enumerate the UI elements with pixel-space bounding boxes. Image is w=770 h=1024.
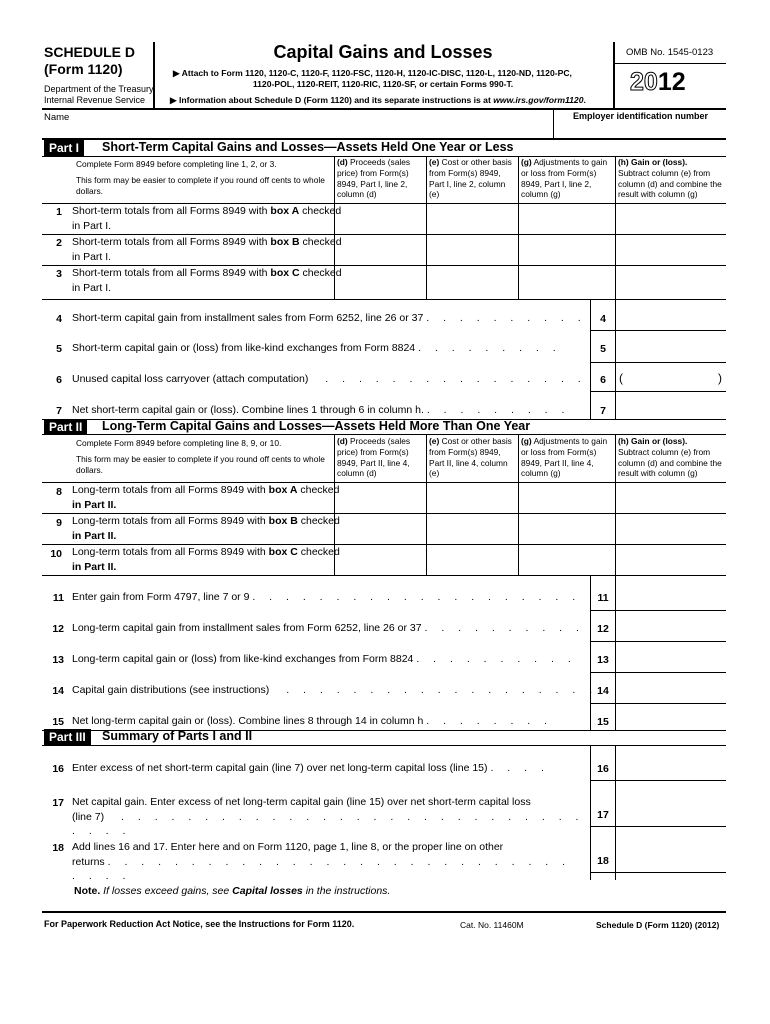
line-3-col-h[interactable] bbox=[618, 280, 726, 298]
line-14-num: 14 bbox=[52, 685, 64, 697]
part3-title: Summary of Parts I and II bbox=[102, 729, 253, 743]
line-8-col-e[interactable] bbox=[429, 494, 519, 512]
line-8-text: Long-term totals from all Forms 8949 with box A checked in Part II. bbox=[72, 484, 340, 511]
line-8-col-d[interactable] bbox=[337, 494, 427, 512]
line-13-box: 13 bbox=[597, 654, 609, 666]
line-4-num: 4 bbox=[56, 313, 62, 325]
line-13-num: 13 bbox=[52, 654, 64, 666]
line-2-col-d[interactable] bbox=[337, 247, 427, 265]
line-3-text: Short-term totals from all Forms 8949 with box C checked in Part I. bbox=[72, 267, 342, 294]
line-6-box: 6 bbox=[600, 374, 606, 386]
line-1-text: Short-term totals from all Forms 8949 with box A checked in Part I. bbox=[72, 205, 342, 232]
schedule-label: SCHEDULE D bbox=[44, 44, 136, 60]
line-17-num: 17 bbox=[52, 797, 64, 809]
footer-paperwork-notice: For Paperwork Reduction Act Notice, see the Instructions for Form 1120. bbox=[44, 919, 355, 929]
line-11-num: 11 bbox=[52, 592, 64, 604]
line-3-col-g[interactable] bbox=[521, 280, 617, 298]
line-9-col-h[interactable] bbox=[618, 525, 726, 543]
line-18-amount[interactable] bbox=[618, 852, 726, 870]
line-5-amount[interactable] bbox=[618, 341, 726, 359]
line-7-text: Net short-term capital gain or (loss). Combine lines 1 through 6 in column h. . . . . . . . . . bbox=[72, 404, 570, 416]
line-16-amount[interactable] bbox=[618, 761, 726, 779]
line-14-amount[interactable] bbox=[618, 683, 726, 701]
line-4-box: 4 bbox=[600, 313, 606, 325]
line-3-num: 3 bbox=[56, 268, 62, 280]
line-6-open-paren: ( bbox=[619, 371, 623, 385]
line-10-col-e[interactable] bbox=[429, 556, 519, 574]
part2-col-g-header: (g) Adjustments to gain or loss from Form(s) 8949, Part II, line 4, column (g) bbox=[521, 436, 608, 479]
line-7-box: 7 bbox=[600, 405, 606, 417]
part3-badge: Part III bbox=[44, 729, 91, 745]
line-11-amount[interactable] bbox=[618, 590, 726, 608]
line-18-num: 18 bbox=[52, 842, 64, 854]
attach-instructions-2: 1120-POL, 1120-REIT, 1120-RIC, 1120-SF, or certain Forms 990-T. bbox=[252, 79, 514, 89]
form-label: (Form 1120) bbox=[44, 61, 123, 77]
line-16-num: 16 bbox=[52, 763, 64, 775]
line-1-col-e[interactable] bbox=[429, 216, 519, 234]
info-prefix: ▶ Information about Schedule D (Form 1120) and its separate instructions is at bbox=[170, 95, 494, 105]
line-1-col-h[interactable] bbox=[618, 216, 726, 234]
omb-number: OMB No. 1545-0123 bbox=[626, 47, 714, 58]
losses-note: Note. If losses exceed gains, see Capital losses in the instructions. bbox=[74, 885, 391, 897]
form-title: Capital Gains and Losses bbox=[273, 42, 493, 62]
ein-label: Employer identification number bbox=[573, 111, 709, 121]
line-12-amount[interactable] bbox=[618, 621, 726, 639]
line-2-col-h[interactable] bbox=[618, 247, 726, 265]
part1-col-e-header: (e) Cost or other basis from Form(s) 8949, Part I, line 2, column (e) bbox=[429, 157, 512, 200]
line-2-text: Short-term totals from all Forms 8949 with box B checked in Part I. bbox=[72, 236, 342, 263]
line-2-col-g[interactable] bbox=[521, 247, 617, 265]
line-11-text: Enter gain from Form 4797, line 7 or 9 . . . . . . . . . . . . . . . . . . . . bbox=[72, 591, 581, 603]
line-10-col-d[interactable] bbox=[337, 556, 427, 574]
line-17-box: 17 bbox=[597, 809, 609, 821]
line-12-text: Long-term capital gain from installment sales from Form 6252, line 26 or 37 . . . . . . . . . . bbox=[72, 622, 585, 634]
footer-form-id: Schedule D (Form 1120) (2012) bbox=[596, 920, 720, 930]
part1-instr1: Complete Form 8949 before completing line 1, 2, or 3. bbox=[76, 159, 277, 169]
tax-year-bold: 12 bbox=[657, 68, 686, 96]
line-16-box: 16 bbox=[597, 763, 609, 775]
line-10-text: Long-term totals from all Forms 8949 with box C checked in Part II. bbox=[72, 546, 340, 573]
line-2-col-e[interactable] bbox=[429, 247, 519, 265]
line-6-amount[interactable] bbox=[628, 372, 720, 390]
line-9-num: 9 bbox=[56, 517, 62, 529]
part1-badge: Part I bbox=[44, 140, 84, 156]
line-3-col-e[interactable] bbox=[429, 280, 519, 298]
line-7-num: 7 bbox=[56, 405, 62, 417]
line-11-box: 11 bbox=[597, 592, 609, 604]
tax-year-outline: 20 bbox=[630, 68, 658, 96]
attach-instructions-1: ▶ Attach to Form 1120, 1120-C, 1120-F, 1120-FSC, 1120-H, 1120-IC-DISC, 1120-L, 1120-ND, 1120-PC, bbox=[173, 68, 572, 78]
info-line bbox=[170, 95, 586, 106]
part2-badge: Part II bbox=[44, 419, 87, 435]
part1-col-g-header: (g) Adjustments to gain or loss from Form(s) 8949, Part I, line 2, column (g) bbox=[521, 157, 608, 200]
line-10-col-h[interactable] bbox=[618, 556, 726, 574]
part1-col-h-header: (h) Gain or (loss). Subtract column (e) from column (d) and combine the result with column (g) bbox=[618, 157, 722, 200]
line-17-amount[interactable] bbox=[618, 806, 726, 824]
part2-col-e-header: (e) Cost or other basis from Form(s) 8949, Part II, line 4, column (e) bbox=[429, 436, 512, 479]
line-14-text: Capital gain distributions (see instructions) . . . . . . . . . . . . . . . . . . . bbox=[72, 684, 598, 696]
line-5-text: Short-term capital gain or (loss) from like-kind exchanges from Form 8824 . . . . . . . . . bbox=[72, 342, 562, 354]
part2-instr1: Complete Form 8949 before completing line 8, 9, or 10. bbox=[76, 438, 282, 448]
tax-year bbox=[630, 68, 686, 97]
line-15-text: Net long-term capital gain or (loss). Combine lines 8 through 14 in column h . . . . . . . . bbox=[72, 715, 553, 727]
line-13-amount[interactable] bbox=[618, 652, 726, 670]
part1-instr2: This form may be easier to complete if you round off cents to whole dollars. bbox=[76, 175, 325, 196]
line-18-box: 18 bbox=[597, 855, 609, 867]
line-9-text: Long-term totals from all Forms 8949 with box B checked in Part II. bbox=[72, 515, 340, 542]
line-2-num: 2 bbox=[56, 237, 62, 249]
line-8-col-g[interactable] bbox=[521, 494, 617, 512]
line-6-num: 6 bbox=[56, 374, 62, 386]
line-5-box: 5 bbox=[600, 343, 606, 355]
part2-instr2: This form may be easier to complete if you round off cents to whole dollars. bbox=[76, 454, 325, 475]
name-label: Name bbox=[44, 112, 70, 123]
line-15-box: 15 bbox=[597, 716, 609, 728]
part2-col-h-header: (h) Gain or (loss). Subtract column (e) from column (d) and combine the result with column (g) bbox=[618, 436, 722, 479]
line-9-col-e[interactable] bbox=[429, 525, 519, 543]
info-suffix: . bbox=[583, 95, 586, 105]
line-9-col-d[interactable] bbox=[337, 525, 427, 543]
line-15-amount[interactable] bbox=[618, 712, 726, 730]
info-url[interactable]: www.irs.gov/form1120 bbox=[493, 95, 584, 105]
line-15-num: 15 bbox=[52, 716, 64, 728]
dept-line1: Department of the Treasury bbox=[44, 84, 154, 94]
line-4-text: Short-term capital gain from installment sales from Form 6252, line 26 or 37 . . . . . . . . . . bbox=[72, 312, 587, 324]
part2-col-d-header: (d) Proceeds (sales price) from Form(s) 8949, Part II, line 4, column (d) bbox=[337, 436, 411, 479]
ein-field[interactable] bbox=[560, 123, 724, 139]
line-17-text: Net capital gain. Enter excess of net long-term capital gain (line 15) over net short-term capital loss (line 7) . . . . . . . . . . . . . . . . . . . . . . . . . . . . . . . . bbox=[72, 796, 584, 837]
line-8-num: 8 bbox=[56, 486, 62, 498]
line-10-num: 10 bbox=[50, 548, 62, 560]
line-9-col-g[interactable] bbox=[521, 525, 617, 543]
line-1-col-g[interactable] bbox=[521, 216, 617, 234]
line-4-amount[interactable] bbox=[618, 311, 726, 329]
line-10-col-g[interactable] bbox=[521, 556, 617, 574]
line-13-text: Long-term capital gain or (loss) from like-kind exchanges from Form 8824 . . . . . . . . . . bbox=[72, 653, 577, 665]
line-5-num: 5 bbox=[56, 343, 62, 355]
line-8-col-h[interactable] bbox=[618, 494, 726, 512]
part1-title: Short-Term Capital Gains and Losses—Assets Held One Year or Less bbox=[102, 140, 514, 154]
footer-cat-no: Cat. No. 11460M bbox=[460, 920, 524, 930]
line-12-box: 12 bbox=[597, 623, 609, 635]
line-14-box: 14 bbox=[597, 685, 609, 697]
line-12-num: 12 bbox=[52, 623, 64, 635]
line-6-text: Unused capital loss carryover (attach computation) . . . . . . . . . . . . . . . . bbox=[72, 373, 587, 385]
line-16-text: Enter excess of net short-term capital gain (line 7) over net long-term capital loss (line 15) . . . . bbox=[72, 762, 550, 774]
part2-title: Long-Term Capital Gains and Losses—Assets Held More Than One Year bbox=[102, 419, 531, 433]
name-field[interactable] bbox=[80, 118, 544, 136]
line-6-close-paren: ) bbox=[718, 371, 722, 385]
part1-col-d-header: (d) Proceeds (sales price) from Form(s) 8949, Part I, line 2, column (d) bbox=[337, 157, 411, 200]
line-18-text: Add lines 16 and 17. Enter here and on Form 1120, page 1, line 8, or the proper line on other returns . . . . . . . . . . . . . . . . . . . . . . . . . . . . . . . . bbox=[72, 841, 571, 882]
line-7-amount[interactable] bbox=[618, 401, 726, 419]
line-3-col-d[interactable] bbox=[337, 280, 427, 298]
line-1-num: 1 bbox=[56, 206, 62, 218]
line-1-col-d[interactable] bbox=[337, 216, 427, 234]
dept-line2: Internal Revenue Service bbox=[44, 95, 146, 105]
